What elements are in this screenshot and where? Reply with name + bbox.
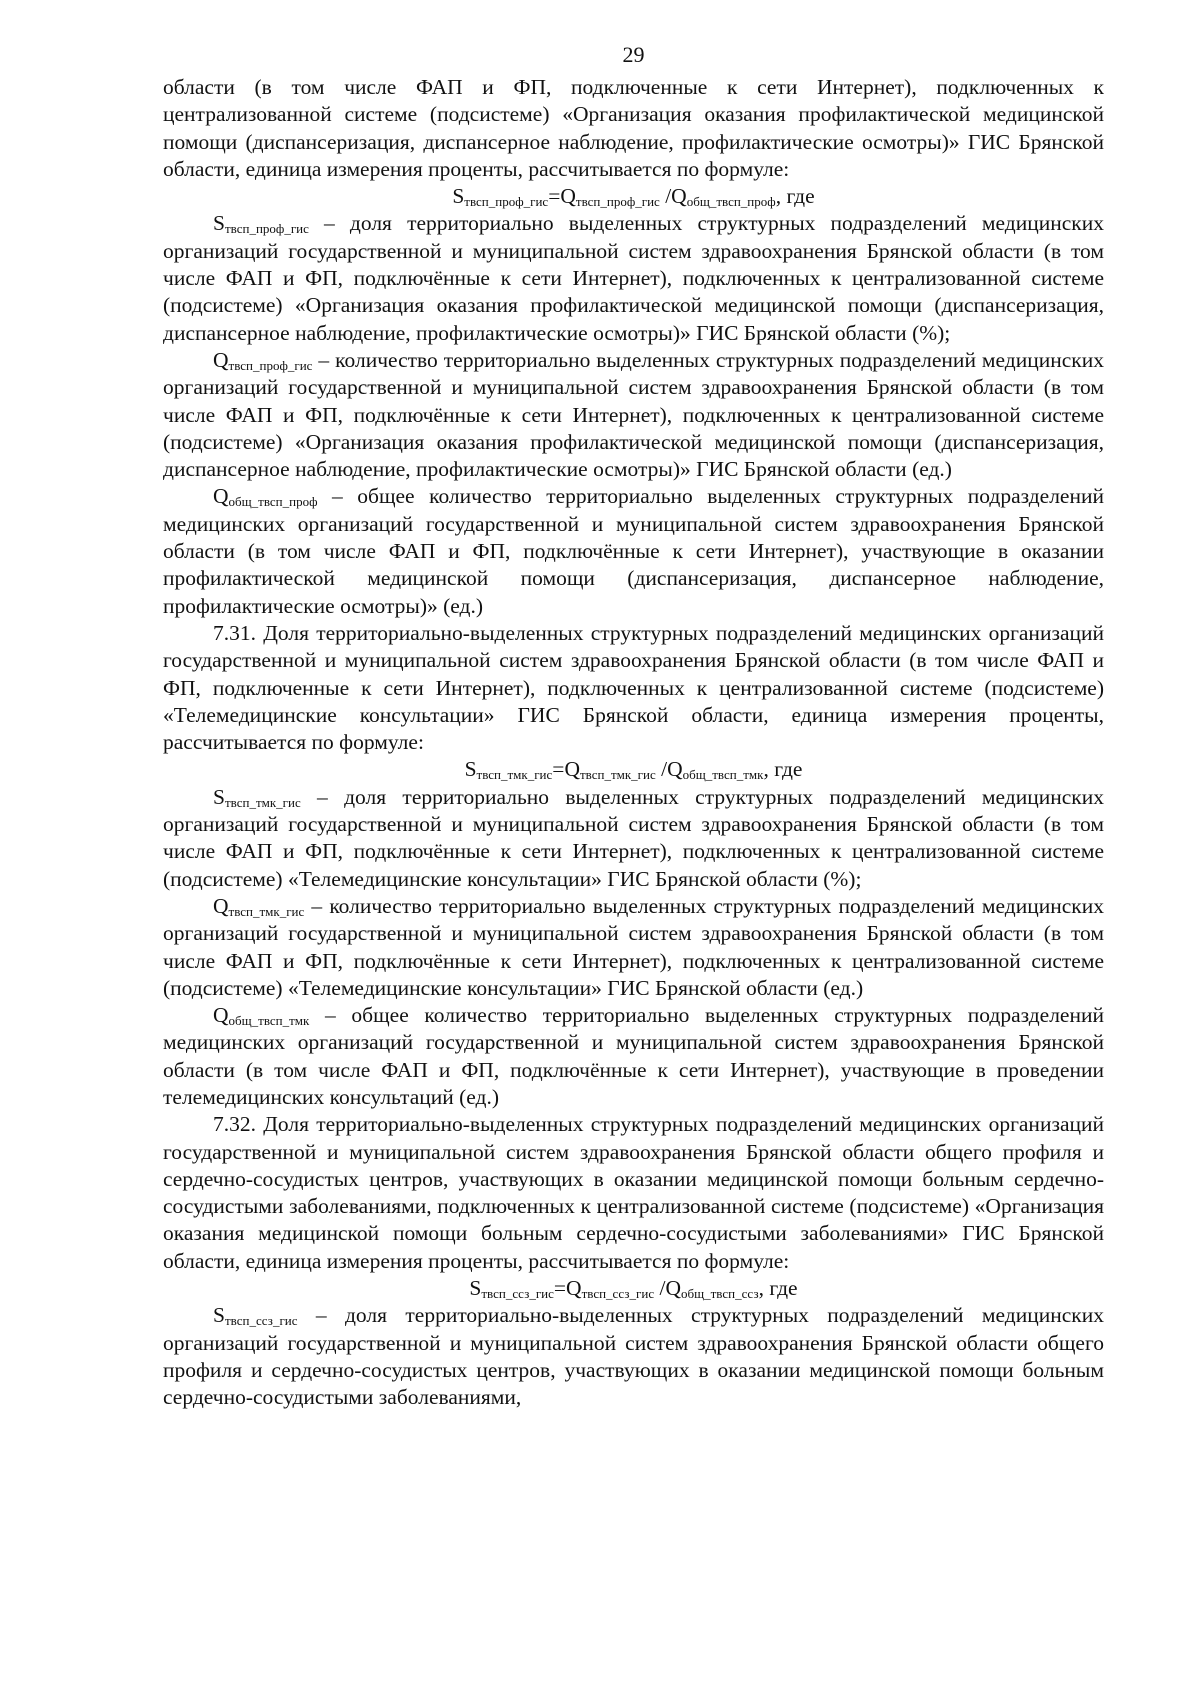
definition-text: – доля территориально выделенных структурных подразделений медицинских организаций государственной и муниципальной систем здравоохранения Брянской области (в том числе ФАП и ФП, подключённые к сети Интернет), подключенных к централизованной системе (подсистеме) «Телемедицинские консультации» ГИС Брянской области (%); — [163, 784, 1104, 891]
formula-operator: / — [655, 757, 668, 782]
variable-subscript: общ_твсп_тмк — [228, 1013, 310, 1029]
formula-subscript: общ_твсп_тмк — [682, 767, 764, 783]
variable-symbol: Q — [213, 893, 229, 918]
definition-text: – доля территориально-выделенных структурных подразделений медицинских организаций государственной и муниципальной систем здравоохранения Брянской области общего профиля и сердечно-сосудистых центров, участвующих в оказании медицинской помощи больным сердечно-сосудистыми заболеваниями, — [163, 1303, 1104, 1410]
formula-tail: , где — [763, 757, 803, 782]
formula-tail: , где — [758, 1276, 798, 1301]
formula-symbol: Q — [566, 1276, 582, 1301]
formula-ssz — [163, 1275, 1104, 1302]
formula-symbol: S — [469, 1276, 482, 1301]
definition-text: – количество территориально выделенных структурных подразделений медицинских организаций государственной и муниципальной систем здравоохранения Брянской области (в том числе ФАП и ФП, подключённые к сети Интернет), подключенных к централизованной системе (подсистеме) «Организация оказания профилактической медицинской помощи (диспансеризация, диспансерное наблюдение, профилактические осмотры)» ГИС Брянской области (ед.) — [163, 347, 1104, 482]
variable-subscript: твсп_проф_гис — [224, 221, 309, 237]
formula-subscript: твсп_ссз_гис — [581, 1286, 655, 1302]
formula-operator: = — [553, 1276, 567, 1301]
formula-prof — [163, 183, 1104, 210]
formula-symbol: Q — [564, 757, 580, 782]
section-7-31: 7.31. Доля территориально-выделенных структурных подразделений медицинских организаций государственной и муниципальной систем здравоохранения Брянской области (в том числе ФАП и ФП, подключенные к сети Интернет), подключенных к централизованной системе (подсистеме) «Телемедицинские консультации» ГИС Брянской области, единица измерения проценты, рассчитывается по формуле: — [163, 620, 1104, 755]
formula-symbol: Q — [667, 757, 683, 782]
variable-subscript: твсп_тмк_гис — [228, 903, 305, 919]
variable-symbol: Q — [213, 484, 229, 509]
formula-subscript: твсп_тмк_гис — [476, 767, 553, 783]
variable-subscript: твсп_проф_гис — [228, 357, 313, 373]
definition-q-tmk — [163, 893, 1104, 1002]
formula-tail: , где — [775, 184, 815, 209]
formula-subscript: твсп_проф_гис — [464, 194, 549, 210]
definition-text: – общее количество территориально выделенных структурных подразделений медицинских организаций государственной и муниципальной систем здравоохранения Брянской области (в том числе ФАП и ФП, подключённые к сети Интернет), участвующие в проведении телемедицинских консультаций (ед.) — [163, 1003, 1104, 1109]
variable-subscript: общ_твсп_проф — [228, 494, 318, 510]
formula-subscript: твсп_тмк_гис — [579, 767, 656, 783]
formula-operator: = — [552, 757, 565, 782]
variable-subscript: твсп_тмк_гис — [224, 794, 301, 810]
page-number: 29 — [622, 42, 645, 67]
definition-text: – количество территориально выделенных структурных подразделений медицинских организаций государственной и муниципальной систем здравоохранения Брянской области (в том числе ФАП и ФП, подключённые к сети Интернет), подключенных к централизованной системе (подсистеме) «Телемедицинские консультации» ГИС Брянской области (ед.) — [163, 893, 1104, 1000]
formula-operator: = — [548, 184, 561, 209]
section-7-32: 7.32. Доля территориально-выделенных структурных подразделений медицинских организаций государственной и муниципальной систем здравоохранения Брянской области общего профиля и сердечно-сосудистых центров, участвующих в оказании медицинской помощи больным сердечно-сосудистыми заболеваниями, подключенных к централизованной системе (подсистеме) «Организация оказания медицинской помощи больным сердечно-сосудистыми заболеваниями» ГИС Брянской области, единица измерения проценты, рассчитывается по формуле: — [163, 1112, 1104, 1273]
formula-symbol: Q — [560, 184, 576, 209]
variable-symbol: Q — [213, 1003, 229, 1028]
formula-subscript: твсп_ссз_гис — [481, 1286, 554, 1302]
formula-subscript: твсп_проф_гис — [575, 194, 660, 210]
definition-text: – доля территориально выделенных структурных подразделений медицинских организаций государственной и муниципальной систем здравоохранения Брянской области (в том числе ФАП и ФП, подключённые к сети Интернет), подключенных к централизованной системе (подсистеме) «Организация оказания профилактической медицинской помощи (диспансеризация, диспансерное наблюдение, профилактические осмотры)» ГИС Брянской области (%); — [163, 211, 1104, 345]
definition-text: – общее количество территориально выделенных структурных подразделений медицинских организаций государственной и муниципальной систем здравоохранения Брянской области (в том числе ФАП и ФП, подключённые к сети Интернет), участвующие в оказании профилактической медицинской помощи (диспансеризация, диспансерное наблюдение, профилактические осмотры)» (ед.) — [163, 484, 1104, 618]
definition-q-total-tmk — [163, 1002, 1104, 1111]
formula-operator: / — [659, 184, 672, 209]
formula-symbol: S — [452, 184, 465, 209]
definition-s-prof — [163, 210, 1104, 346]
definition-s-tmk — [163, 784, 1104, 893]
variable-symbol: S — [213, 211, 225, 236]
formula-subscript: общ_твсп_проф — [686, 194, 776, 210]
formula-subscript: общ_твсп_ссз — [681, 1286, 759, 1302]
variable-symbol: Q — [213, 347, 229, 372]
variable-symbol: S — [213, 1303, 225, 1328]
paragraph-intro-continuation: области (в том числе ФАП и ФП, подключенные к сети Интернет), подключенных к централизованной системе (подсистеме) «Организация оказания профилактической медицинской помощи (диспансеризация, диспансерное наблюдение, профилактические осмотры)» ГИС Брянской области, единица измерения проценты, рассчитывается по формуле: — [163, 75, 1104, 181]
definition-q-total-prof — [163, 483, 1104, 619]
formula-tmk — [163, 756, 1104, 783]
variable-subscript: твсп_ссз_гис — [224, 1313, 298, 1329]
definition-q-prof — [163, 347, 1104, 483]
formula-symbol: Q — [671, 184, 687, 209]
variable-symbol: S — [213, 784, 225, 809]
definition-s-ssz — [163, 1302, 1104, 1411]
formula-operator: / — [654, 1276, 666, 1301]
formula-symbol: Q — [665, 1276, 681, 1301]
formula-symbol: S — [464, 757, 477, 782]
